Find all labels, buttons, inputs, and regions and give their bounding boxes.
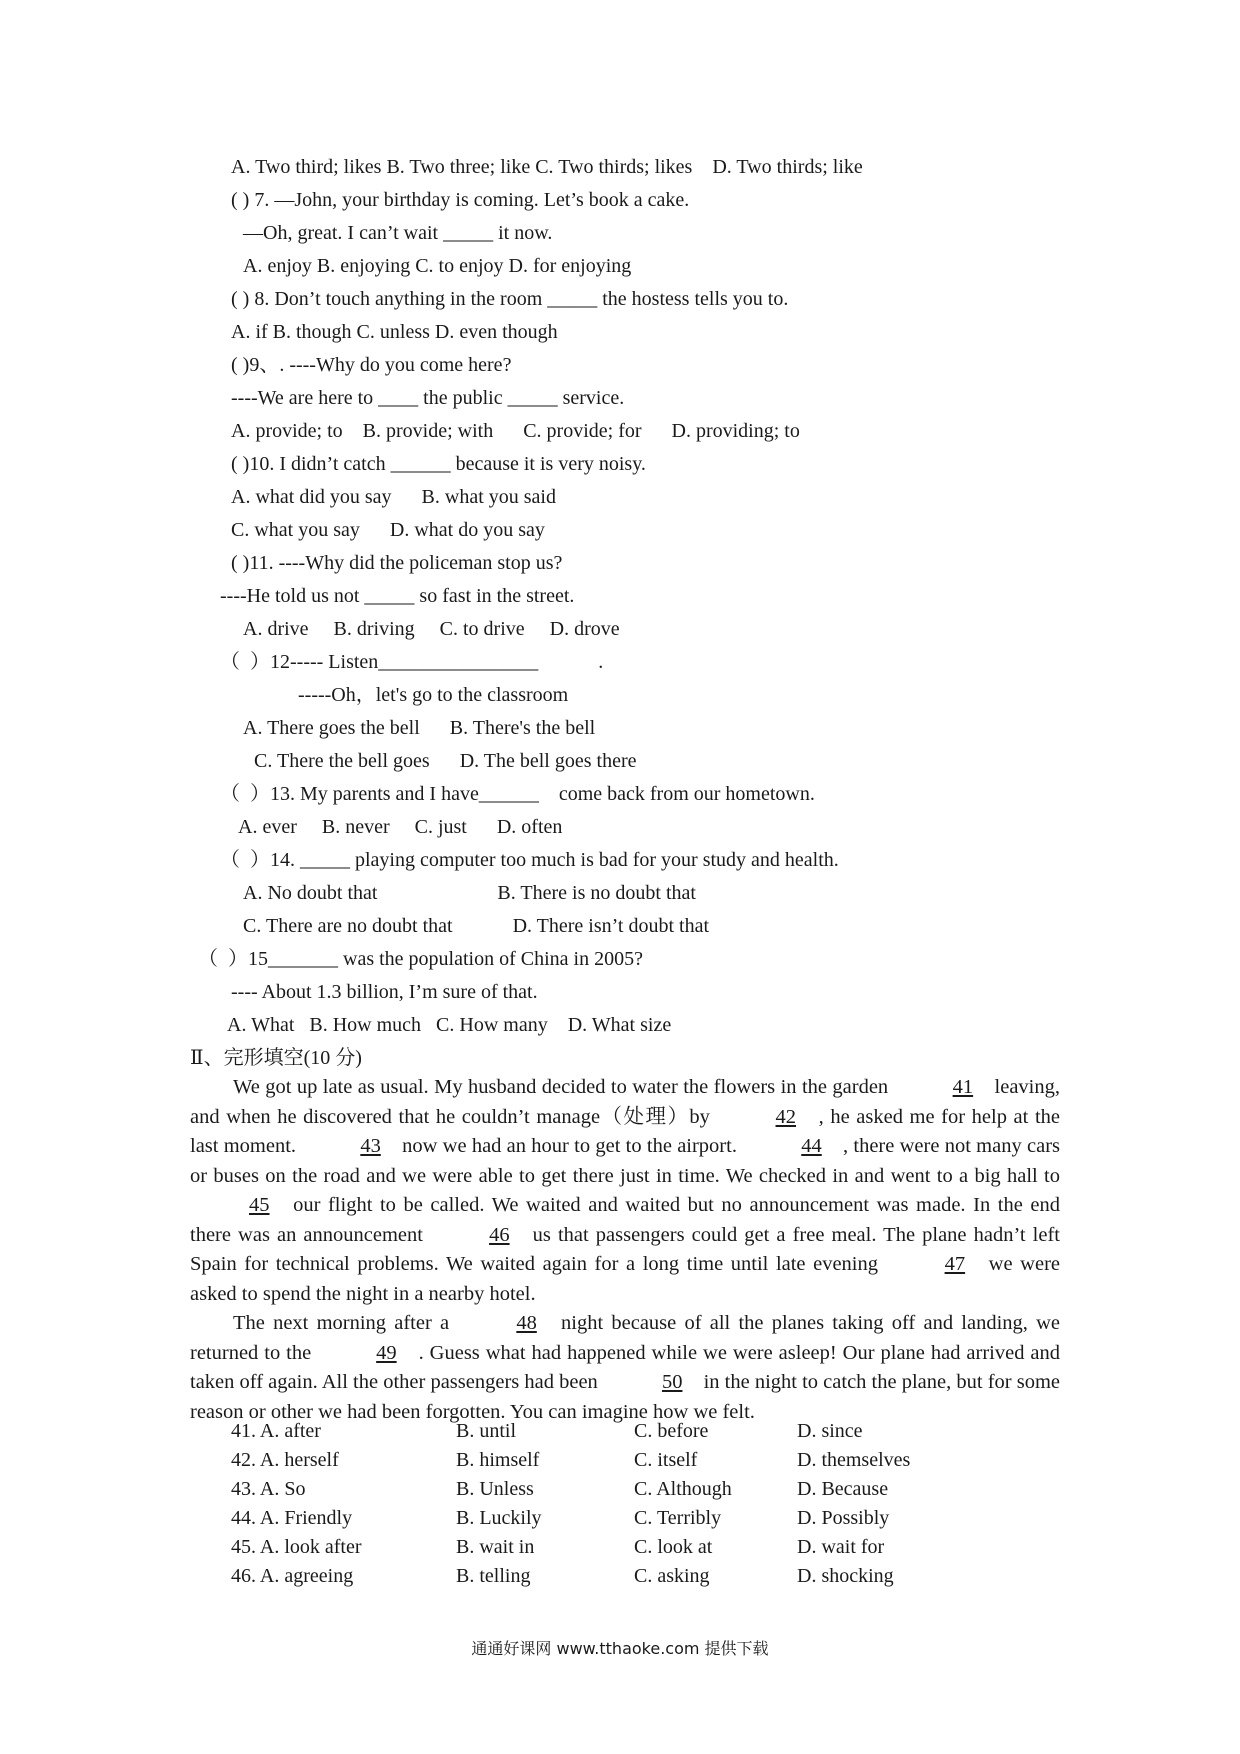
cloze-passage [190,1073,1060,1427]
blank-50: 50 [661,1371,683,1393]
blank-49: 49 [376,1341,397,1364]
option-44-b: B. Luckily [456,1507,542,1529]
option-45-c: C. look at [634,1536,713,1558]
q13-stem: （ ）13. My parents and I have______ come back from our hometown. [220,783,815,805]
option-41-b: B. until [456,1420,517,1442]
option-46-c: C. asking [634,1565,710,1587]
q14-options-row2: C. There are no doubt that D. There isn’t doubt that [243,915,710,937]
q15-stem: （ ）15_______ was the population of China in 2005? [198,948,643,970]
option-41-a: 41. A. after [231,1420,321,1442]
cloze-paragraph-1: We got up late as usual. My husband decided to water the flowers in the garden 41 leaving, and when he discovered that he couldn’t manage（处理）by 42 , he asked me for help at the last moment. 43 now we had an hour to get to the airport. 44 , there were not many cars or buses on the road and we were able to get there just in time. We checked in and went to a big hall to 45 our flight to be called. We waited and waited but no announcement was made. In the end there was an announcement 46 us that passengers could get a free meal. The plane hadn’t left Spain for technical problems. We waited again for a long time until late evening 47 we were asked to spend the night in a nearby hotel. [190,1073,1060,1309]
q10-options-row2: C. what you say D. what do you say [231,519,545,541]
q10-options-row1: A. what did you say B. what you said [231,486,556,508]
option-46-d: D. shocking [797,1565,894,1587]
q7-stem: ( ) 7. —John, your birthday is coming. Let’s book a cake. [231,189,690,211]
blank-48: 48 [516,1312,537,1334]
blank-47: 47 [944,1253,966,1275]
q15-reply: ---- About 1.3 billion, I’m sure of that. [231,981,538,1003]
option-43-b: B. Unless [456,1478,534,1500]
q6-options: A. Two third; likes B. Two three; like C. Two thirds; likes D. Two thirds; like [231,156,863,178]
option-44-a: 44. A. Friendly [231,1507,353,1529]
q7-options: A. enjoy B. enjoying C. to enjoy D. for enjoying [243,255,632,277]
blank-46: 46 [489,1223,510,1246]
option-46-a: 46. A. agreeing [231,1565,354,1587]
blank-45: 45 [249,1194,270,1216]
q11-stem: ( )11. ----Why did the policeman stop us? [231,552,563,574]
option-45-d: D. wait for [797,1536,885,1558]
q9-stem: ( )9、. ----Why do you come here? [231,354,512,376]
q9-options: A. provide; to B. provide; with C. provide; for D. providing; to [231,420,800,442]
option-42-d: D. themselves [797,1449,911,1471]
q7-reply: —Oh, great. I can’t wait _____ it now. [243,222,553,244]
q9-reply: ----We are here to ____ the public _____ service. [231,387,625,409]
option-43-a: 43. A. So [231,1478,306,1500]
option-43-c: C. Although [634,1478,732,1500]
blank-41: 41 [952,1076,974,1098]
option-45-b: B. wait in [456,1536,535,1558]
cloze-paragraph-2: The next morning after a 48 night because of all the planes taking off and landing, we returned to the 49 . Guess what had happened while we were asleep! Our plane had arrived and taken off again. All the other passengers had been 50 in the night to catch the plane, but for some reason or other we had been forgotten. You can imagine how we felt. [190,1309,1060,1427]
q12-options-row1: A. There goes the bell B. There's the bell [243,717,596,739]
blank-42: 42 [775,1105,797,1128]
q14-options-row1: A. No doubt that B. There is no doubt that [243,882,696,904]
q11-reply: ----He told us not _____ so fast in the street. [220,585,575,607]
option-41-d: D. since [797,1420,863,1442]
q8-stem: ( ) 8. Don’t touch anything in the room _____ the hostess tells you to. [231,288,789,310]
q11-options: A. drive B. driving C. to drive D. drove [243,618,620,640]
option-45-a: 45. A. look after [231,1536,362,1558]
page-footer: 通通好课网 www.tthaoke.com 提供下载 [471,1639,769,1658]
blank-43: 43 [360,1135,381,1157]
q15-options: A. What B. How much C. How many D. What size [227,1014,672,1036]
q10-stem: ( )10. I didn’t catch ______ because it is very noisy. [231,453,646,475]
blank-44: 44 [801,1135,822,1157]
option-43-d: D. Because [797,1478,889,1500]
q12-reply: -----Oh，let's go to the classroom [298,684,569,706]
option-46-b: B. telling [456,1565,531,1587]
option-42-a: 42. A. herself [231,1449,339,1471]
q8-options: A. if B. though C. unless D. even though [231,321,558,343]
q12-options-row2: C. There the bell goes D. The bell goes there [254,750,637,772]
q13-options: A. ever B. never C. just D. often [238,816,563,838]
option-42-c: C. itself [634,1449,698,1471]
option-42-b: B. himself [456,1449,540,1471]
q14-stem: （ ）14. _____ playing computer too much is bad for your study and health. [220,849,839,871]
option-44-c: C. Terribly [634,1507,722,1529]
q12-stem: （ ）12----- Listen________________ . [220,651,604,673]
option-44-d: D. Possibly [797,1507,890,1529]
option-41-c: C. before [634,1420,709,1442]
section2-heading: Ⅱ、完形填空(10 分) [190,1047,362,1069]
